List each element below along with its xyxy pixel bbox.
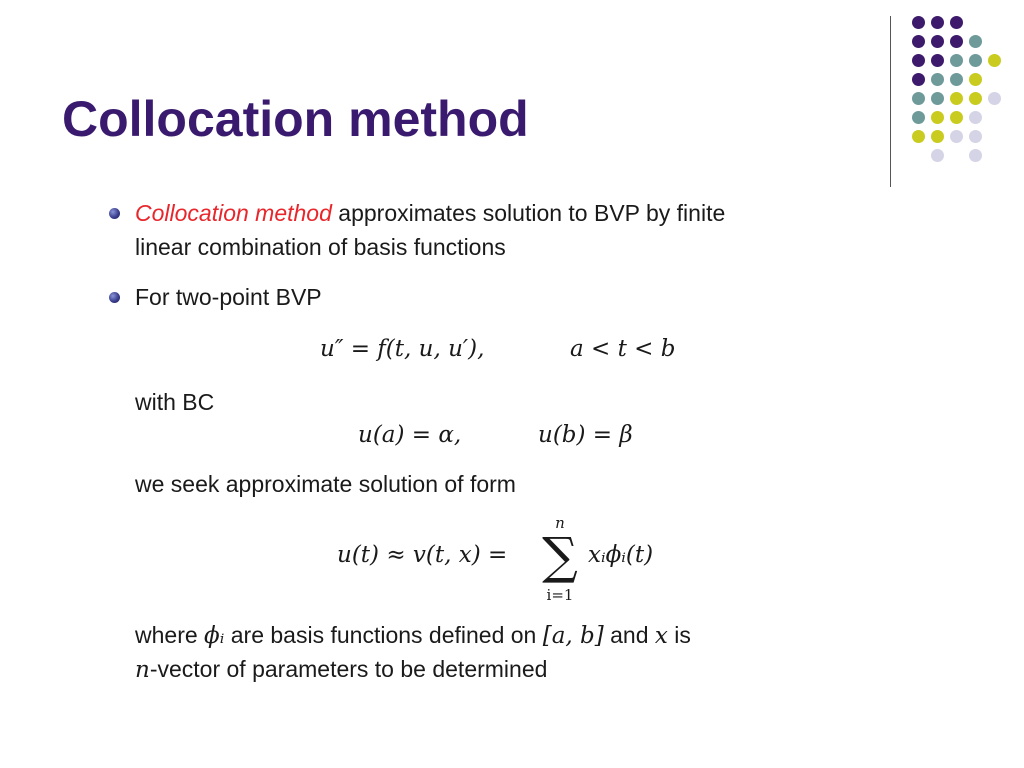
summation-lower-limit: i=1 [546, 586, 574, 604]
decorative-dot [969, 92, 982, 105]
summation-symbol: ∑ [542, 527, 578, 585]
decorative-dot [931, 111, 944, 124]
decorative-dot [988, 54, 1001, 67]
seek-text: we seek approximate solution of form [135, 471, 516, 497]
decorative-dot [931, 73, 944, 86]
with-bc-text: with BC [135, 389, 215, 415]
is-word: is [667, 622, 691, 648]
decorative-dot [912, 130, 925, 143]
equation-bc-left: u(a) = α, [358, 422, 462, 448]
where-middle-text: are basis functions defined on [224, 622, 543, 648]
decorative-dot [969, 35, 982, 48]
where-line-2-text: -vector of parameters to be determined [149, 656, 548, 682]
decorative-dot [969, 149, 982, 162]
x-symbol: x [654, 623, 668, 649]
decorative-dot [969, 73, 982, 86]
slide-title: Collocation method [62, 91, 529, 147]
bullet-1-line-1 [135, 196, 725, 230]
collocation-method-emphasis: Collocation method [135, 200, 332, 226]
decorative-dot [931, 35, 944, 48]
title-divider [890, 16, 891, 187]
phi-symbol: ϕᵢ [204, 623, 225, 649]
equation-bc-right: u(b) = β [538, 422, 633, 448]
equation-approx-lhs: u(t) ≈ v(t, x) = [337, 542, 508, 568]
and-word: and [603, 622, 655, 648]
decorative-dot [912, 73, 925, 86]
equation-approx-summand: xᵢϕᵢ(t) [588, 542, 654, 568]
decorative-dot [931, 16, 944, 29]
decorative-dot [988, 92, 1001, 105]
decorative-dot [931, 149, 944, 162]
decorative-dot [950, 16, 963, 29]
decorative-dot [931, 130, 944, 143]
decorative-dot [969, 130, 982, 143]
decorative-dot [931, 54, 944, 67]
decorative-dot [969, 111, 982, 124]
where-line-1 [135, 618, 691, 653]
decorative-dot [950, 35, 963, 48]
decorative-dot [950, 92, 963, 105]
decorative-dot [950, 130, 963, 143]
bullet-icon [109, 208, 120, 219]
n-symbol: n [135, 657, 150, 683]
decorative-dot [931, 92, 944, 105]
decorative-dot [912, 16, 925, 29]
bullet-1-line-2: linear combination of basis functions [135, 234, 506, 260]
decorative-dot-grid [910, 16, 1010, 166]
decorative-dot [950, 54, 963, 67]
bullet-2-text: For two-point BVP [135, 284, 322, 310]
equation-bvp [320, 336, 484, 362]
summation-upper-limit: n [555, 514, 565, 532]
equation-bvp-domain: a < t < b [570, 336, 676, 362]
bullet-icon [109, 292, 120, 303]
decorative-dot [969, 54, 982, 67]
decorative-dot [950, 73, 963, 86]
interval-ab: [a, b] [542, 623, 604, 649]
where-line-2 [135, 652, 547, 687]
equation-bvp-lhs: u″ = f(t, u, u′), [320, 336, 485, 362]
decorative-dot [912, 35, 925, 48]
decorative-dot [912, 54, 925, 67]
decorative-dot [912, 111, 925, 124]
decorative-dot [950, 111, 963, 124]
summation [538, 514, 582, 604]
bullet-1-text: approximates solution to BVP by finite [331, 200, 726, 226]
where-word: where [135, 622, 205, 648]
decorative-dot [912, 92, 925, 105]
